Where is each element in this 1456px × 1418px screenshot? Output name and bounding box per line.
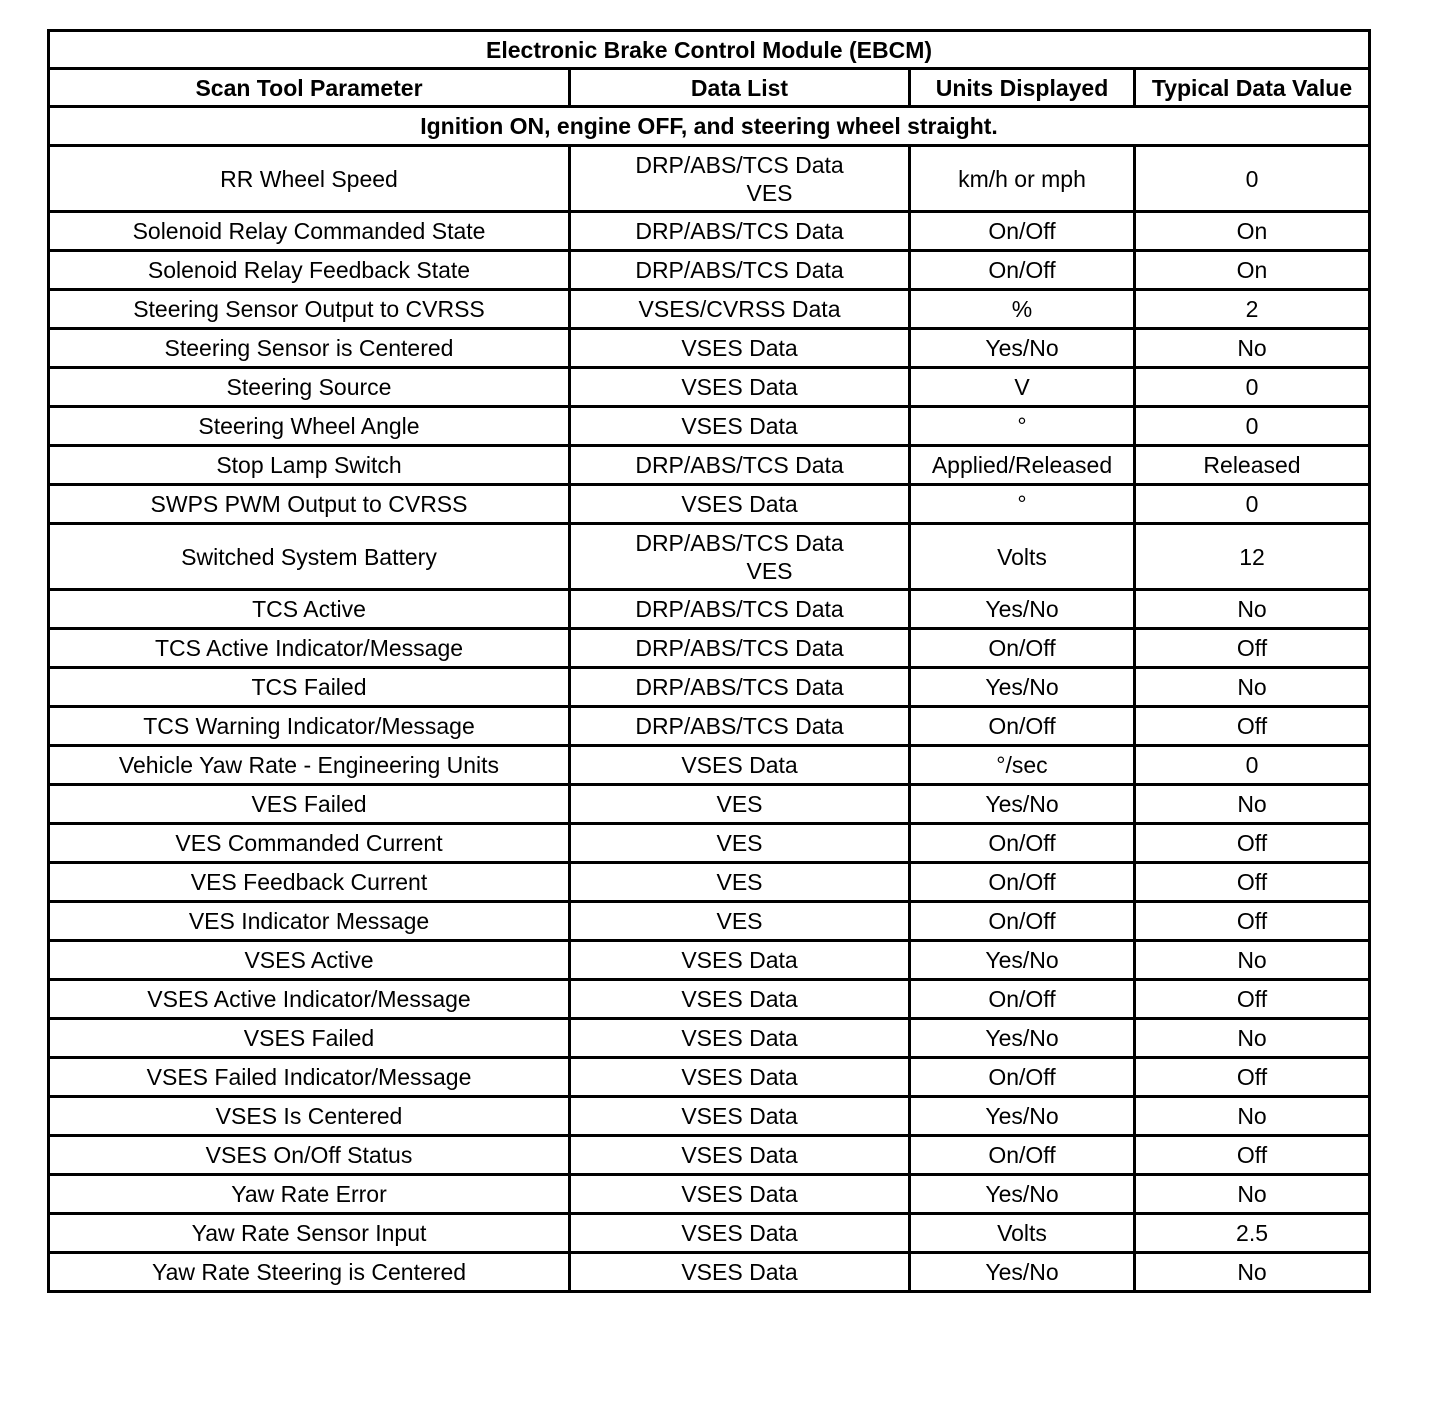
table-title: Electronic Brake Control Module (EBCM) bbox=[49, 31, 1370, 69]
cell-units: On/Off bbox=[910, 212, 1135, 251]
table-row bbox=[49, 824, 1370, 863]
cell-parameter: TCS Warning Indicator/Message bbox=[49, 707, 570, 746]
cell-parameter: Yaw Rate Error bbox=[49, 1175, 570, 1214]
cell-data-list: VES bbox=[570, 863, 910, 902]
cell-typical-value: No bbox=[1135, 1175, 1370, 1214]
cell-parameter: VSES Active bbox=[49, 941, 570, 980]
cell-units: ° bbox=[910, 485, 1135, 524]
cell-typical-value: On bbox=[1135, 212, 1370, 251]
table-row bbox=[49, 941, 1370, 980]
cell-typical-value: Off bbox=[1135, 1136, 1370, 1175]
cell-data-list: VSES Data bbox=[570, 980, 910, 1019]
cell-parameter: TCS Active Indicator/Message bbox=[49, 629, 570, 668]
cell-units: Applied/Released bbox=[910, 446, 1135, 485]
cell-typical-value: 0 bbox=[1135, 407, 1370, 446]
cell-parameter: Steering Source bbox=[49, 368, 570, 407]
cell-data-list: VSES Data bbox=[570, 1175, 910, 1214]
cell-data-list: VSES Data bbox=[570, 485, 910, 524]
cell-parameter: VSES Failed Indicator/Message bbox=[49, 1058, 570, 1097]
cell-units: Yes/No bbox=[910, 1253, 1135, 1292]
cell-typical-value: Off bbox=[1135, 824, 1370, 863]
cell-data-list: VES bbox=[570, 824, 910, 863]
table-row bbox=[49, 707, 1370, 746]
table-row bbox=[49, 1019, 1370, 1058]
cell-typical-value: No bbox=[1135, 668, 1370, 707]
header-typical-data-value: Typical Data Value bbox=[1135, 69, 1370, 107]
cell-typical-value: 0 bbox=[1135, 368, 1370, 407]
cell-data-list: VSES Data bbox=[570, 1058, 910, 1097]
cell-units: On/Off bbox=[910, 824, 1135, 863]
cell-parameter: Steering Sensor Output to CVRSS bbox=[49, 290, 570, 329]
cell-units: On/Off bbox=[910, 980, 1135, 1019]
cell-units: On/Off bbox=[910, 251, 1135, 290]
cell-parameter: VES Feedback Current bbox=[49, 863, 570, 902]
cell-parameter: Yaw Rate Steering is Centered bbox=[49, 1253, 570, 1292]
cell-typical-value: No bbox=[1135, 1019, 1370, 1058]
table-row bbox=[49, 629, 1370, 668]
cell-units: ° bbox=[910, 407, 1135, 446]
cell-data-list: VSES Data bbox=[570, 1253, 910, 1292]
cell-data-list: DRP/ABS/TCS Data bbox=[570, 251, 910, 290]
cell-data-list: VES bbox=[570, 902, 910, 941]
table-header-row bbox=[49, 69, 1370, 107]
cell-typical-value: 0 bbox=[1135, 485, 1370, 524]
cell-typical-value: Off bbox=[1135, 629, 1370, 668]
header-scan-tool-parameter: Scan Tool Parameter bbox=[49, 69, 570, 107]
cell-units: Yes/No bbox=[910, 590, 1135, 629]
table-row bbox=[49, 1253, 1370, 1292]
cell-typical-value: No bbox=[1135, 1097, 1370, 1136]
table-row bbox=[49, 1058, 1370, 1097]
table-row bbox=[49, 1214, 1370, 1253]
cell-units: Volts bbox=[910, 1214, 1135, 1253]
data-list-line: VES bbox=[746, 179, 793, 206]
cell-parameter: VSES Is Centered bbox=[49, 1097, 570, 1136]
table-row bbox=[49, 146, 1370, 212]
ebcm-data-table bbox=[47, 29, 1371, 1293]
data-list-line: VES bbox=[746, 557, 793, 584]
cell-data-list: VSES Data bbox=[570, 368, 910, 407]
header-units-displayed: Units Displayed bbox=[910, 69, 1135, 107]
cell-data-list: VSES Data bbox=[570, 746, 910, 785]
cell-data-list: VSES Data bbox=[570, 941, 910, 980]
cell-typical-value: 12 bbox=[1135, 524, 1370, 590]
cell-parameter: VSES On/Off Status bbox=[49, 1136, 570, 1175]
cell-parameter: Stop Lamp Switch bbox=[49, 446, 570, 485]
cell-units: Yes/No bbox=[910, 1175, 1135, 1214]
table-row bbox=[49, 590, 1370, 629]
cell-data-list: DRP/ABS/TCS Data bbox=[570, 446, 910, 485]
data-list-line: DRP/ABS/TCS Data bbox=[635, 529, 844, 556]
table-row bbox=[49, 980, 1370, 1019]
cell-units: Yes/No bbox=[910, 941, 1135, 980]
cell-units: Yes/No bbox=[910, 668, 1135, 707]
cell-data-list bbox=[570, 524, 910, 590]
cell-typical-value: 2.5 bbox=[1135, 1214, 1370, 1253]
cell-parameter: TCS Failed bbox=[49, 668, 570, 707]
cell-data-list: DRP/ABS/TCS Data bbox=[570, 629, 910, 668]
cell-data-list: VSES Data bbox=[570, 1136, 910, 1175]
cell-units: On/Off bbox=[910, 902, 1135, 941]
cell-units: % bbox=[910, 290, 1135, 329]
cell-units: On/Off bbox=[910, 1136, 1135, 1175]
test-condition: Ignition ON, engine OFF, and steering wheel straight. bbox=[49, 107, 1370, 146]
cell-typical-value: 0 bbox=[1135, 146, 1370, 212]
table-row bbox=[49, 746, 1370, 785]
table-row bbox=[49, 1136, 1370, 1175]
cell-units: km/h or mph bbox=[910, 146, 1135, 212]
table-row bbox=[49, 785, 1370, 824]
cell-units: On/Off bbox=[910, 1058, 1135, 1097]
table-row bbox=[49, 1175, 1370, 1214]
header-data-list: Data List bbox=[570, 69, 910, 107]
table-row bbox=[49, 290, 1370, 329]
table-row bbox=[49, 329, 1370, 368]
cell-parameter: Steering Wheel Angle bbox=[49, 407, 570, 446]
cell-data-list: VSES Data bbox=[570, 1019, 910, 1058]
cell-parameter: Vehicle Yaw Rate - Engineering Units bbox=[49, 746, 570, 785]
cell-units: Yes/No bbox=[910, 1019, 1135, 1058]
cell-units: Volts bbox=[910, 524, 1135, 590]
cell-units: Yes/No bbox=[910, 1097, 1135, 1136]
cell-typical-value: No bbox=[1135, 1253, 1370, 1292]
table-title-row bbox=[49, 31, 1370, 69]
cell-data-list: VSES Data bbox=[570, 329, 910, 368]
condition-row bbox=[49, 107, 1370, 146]
cell-typical-value: No bbox=[1135, 590, 1370, 629]
cell-units: On/Off bbox=[910, 629, 1135, 668]
cell-parameter: Steering Sensor is Centered bbox=[49, 329, 570, 368]
cell-typical-value: Off bbox=[1135, 863, 1370, 902]
cell-parameter: Yaw Rate Sensor Input bbox=[49, 1214, 570, 1253]
cell-parameter: Switched System Battery bbox=[49, 524, 570, 590]
cell-data-list: DRP/ABS/TCS Data bbox=[570, 707, 910, 746]
cell-typical-value: 2 bbox=[1135, 290, 1370, 329]
table-row bbox=[49, 1097, 1370, 1136]
cell-typical-value: Released bbox=[1135, 446, 1370, 485]
cell-data-list: DRP/ABS/TCS Data bbox=[570, 590, 910, 629]
cell-typical-value: No bbox=[1135, 941, 1370, 980]
table-row bbox=[49, 212, 1370, 251]
cell-parameter: SWPS PWM Output to CVRSS bbox=[49, 485, 570, 524]
table-row bbox=[49, 863, 1370, 902]
cell-typical-value: Off bbox=[1135, 1058, 1370, 1097]
table-row bbox=[49, 902, 1370, 941]
cell-parameter: VES Failed bbox=[49, 785, 570, 824]
cell-parameter: TCS Active bbox=[49, 590, 570, 629]
cell-data-list: VSES Data bbox=[570, 1214, 910, 1253]
table-row bbox=[49, 668, 1370, 707]
cell-typical-value: Off bbox=[1135, 980, 1370, 1019]
cell-parameter: VSES Active Indicator/Message bbox=[49, 980, 570, 1019]
cell-parameter: VES Commanded Current bbox=[49, 824, 570, 863]
cell-data-list: DRP/ABS/TCS Data bbox=[570, 668, 910, 707]
cell-typical-value: 0 bbox=[1135, 746, 1370, 785]
cell-data-list: DRP/ABS/TCS Data bbox=[570, 212, 910, 251]
cell-units: On/Off bbox=[910, 863, 1135, 902]
cell-units: Yes/No bbox=[910, 785, 1135, 824]
cell-units: V bbox=[910, 368, 1135, 407]
cell-parameter: Solenoid Relay Commanded State bbox=[49, 212, 570, 251]
cell-data-list: VSES Data bbox=[570, 1097, 910, 1136]
cell-typical-value: No bbox=[1135, 329, 1370, 368]
table-row bbox=[49, 251, 1370, 290]
cell-data-list: VSES/CVRSS Data bbox=[570, 290, 910, 329]
cell-parameter: VES Indicator Message bbox=[49, 902, 570, 941]
table-row bbox=[49, 524, 1370, 590]
cell-typical-value: Off bbox=[1135, 707, 1370, 746]
table-body bbox=[49, 146, 1370, 1292]
cell-units: Yes/No bbox=[910, 329, 1135, 368]
cell-parameter: RR Wheel Speed bbox=[49, 146, 570, 212]
cell-parameter: Solenoid Relay Feedback State bbox=[49, 251, 570, 290]
cell-data-list: VES bbox=[570, 785, 910, 824]
cell-data-list bbox=[570, 146, 910, 212]
table-row bbox=[49, 368, 1370, 407]
table-row bbox=[49, 407, 1370, 446]
cell-parameter: VSES Failed bbox=[49, 1019, 570, 1058]
cell-data-list: VSES Data bbox=[570, 407, 910, 446]
cell-typical-value: No bbox=[1135, 785, 1370, 824]
cell-units: °/sec bbox=[910, 746, 1135, 785]
cell-typical-value: On bbox=[1135, 251, 1370, 290]
cell-typical-value: Off bbox=[1135, 902, 1370, 941]
table-row bbox=[49, 485, 1370, 524]
data-list-line: DRP/ABS/TCS Data bbox=[635, 151, 844, 178]
table-row bbox=[49, 446, 1370, 485]
cell-units: On/Off bbox=[910, 707, 1135, 746]
